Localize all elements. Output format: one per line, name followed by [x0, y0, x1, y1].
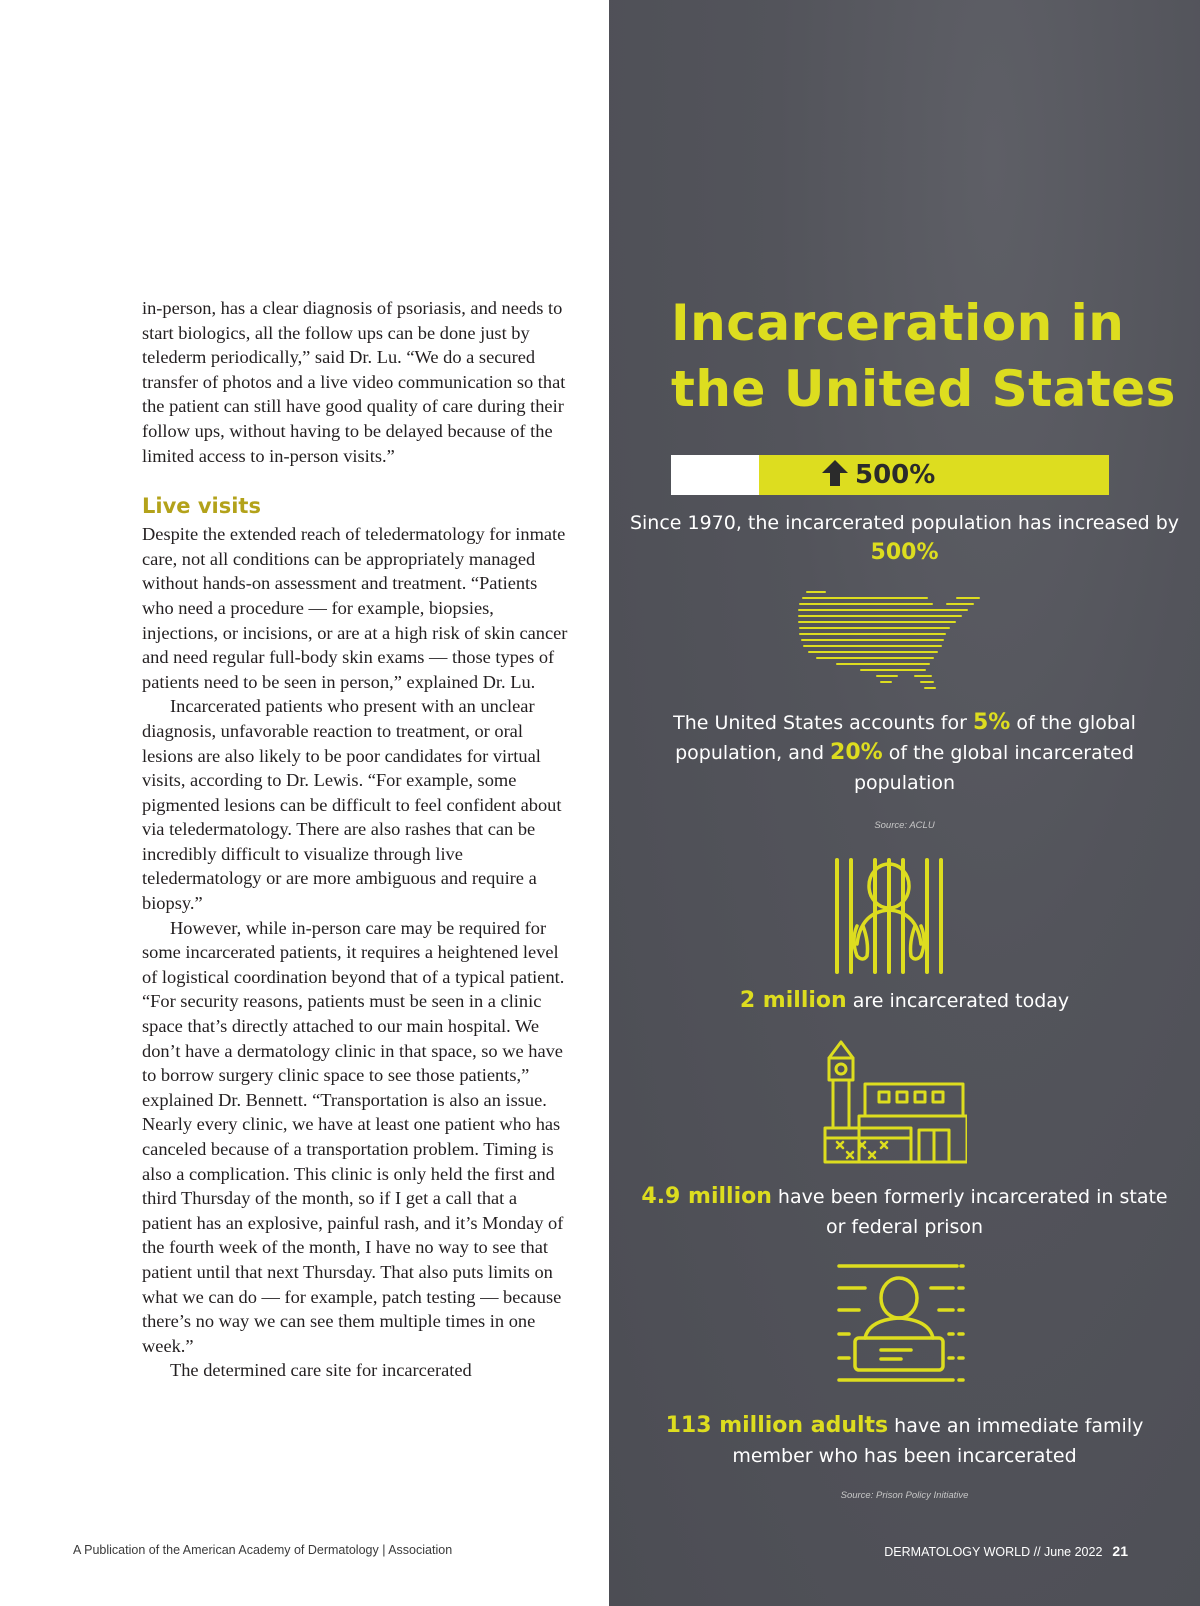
prisoner-behind-bars-icon: [831, 856, 947, 976]
stat-formerly-incarcerated: 4.9 million have been formerly incarcerated in state or federal prison: [641, 1184, 1168, 1238]
infographic-panel: [609, 0, 1200, 1606]
magazine-footer: [609, 1543, 1200, 1559]
stat-family-members: 113 million adults have an immediate family member who has been incarcerated: [665, 1413, 1144, 1467]
growth-bar-label: 500%: [855, 460, 936, 490]
article-paragraph: The determined care site for incarcerated: [170, 1360, 472, 1381]
section-heading: Live visits: [142, 494, 261, 519]
growth-bar-label-wrap: [821, 455, 1021, 495]
article-paragraph: Incarcerated patients who present with an unclear diagnosis, unfavorable reaction to treatment, or oral lesions are also likely to be poor candidates for virtual visits, according to Dr. Lewis. “For example, some pigmented lesions can be difficult to feel confident about via teledermatology. There are also rashes that can be incredibly difficult to visualize through live teledermatology or are more ambiguous and require a biopsy.”: [142, 696, 562, 914]
prison-building-icon: [823, 1038, 967, 1166]
us-map-icon: [797, 588, 991, 696]
person-with-id-card-icon: [835, 1262, 965, 1388]
growth-bar: [671, 455, 1109, 495]
publication-name: DERMATOLOGY WORLD // June 2022: [884, 1545, 1103, 1559]
article-body: [142, 296, 568, 1383]
stat-population-growth: Since 1970, the incarcerated population has increased by 500%: [629, 512, 1180, 565]
up-arrow-icon: [821, 460, 849, 486]
page-number: 21: [1112, 1543, 1128, 1559]
stat-incarcerated-today: 2 million are incarcerated today: [739, 988, 1070, 1013]
source-note: Source: ACLU: [874, 820, 935, 831]
stat-global-share: The United States accounts for 5% of the global population, and 20% of the global incarcerated population: [673, 710, 1136, 794]
article-paragraph: in-person, has a clear diagnosis of psoriasis, and needs to start biologics, all the follow ups can be done just by telederm periodically,” said Dr. Lu. “We do a secured transfer of photos and a live video communication so that the patient can still have good quality of care during their follow ups, without having to be delayed because of the limited access to in-person visits.”: [142, 298, 566, 466]
infographic-title: Incarceration in the United States: [671, 294, 1176, 418]
source-note: Source: Prison Policy Initiative: [840, 1490, 969, 1501]
growth-bar-baseline: [671, 455, 759, 495]
article-paragraph: However, while in-person care may be required for some incarcerated patients, it requires a heightened level of logistical coordination beyond that of a typical patient. “For security reasons, patients must be seen in a clinic space that’s directly attached to our main hospital. We don’t have a dermatology clinic in that space, so we have to borrow surgery clinic space to see those patients,” explained Dr. Bennett. “Transportation is also an issue. Nearly every clinic, we have at least one patient who has canceled because of a transportation problem. Timing is also a complication. This clinic is only held the first and third Thursday of the month, so if I get a call that a patient has an explosive, painful rash, and it’s Monday of the fourth week of the month, I have no way to see that patient until that next Thursday. That also puts limits on what we can do — for example, patch testing — because there’s no way we can see them multiple times in one week.”: [142, 917, 565, 1356]
article-paragraph: Despite the extended reach of teledermatology for inmate care, not all conditions can be appropriately managed without hands-on assessment and treatment. “Patients who need a procedure — for example, biopsies, injections, or incisions, or are at a high risk of skin cancer and need regular full-body skin exams — those types of patients need to be seen in person,” explained Dr. Lu.: [142, 524, 568, 692]
publication-footer: A Publication of the American Academy of Dermatology | Association: [73, 1543, 453, 1557]
